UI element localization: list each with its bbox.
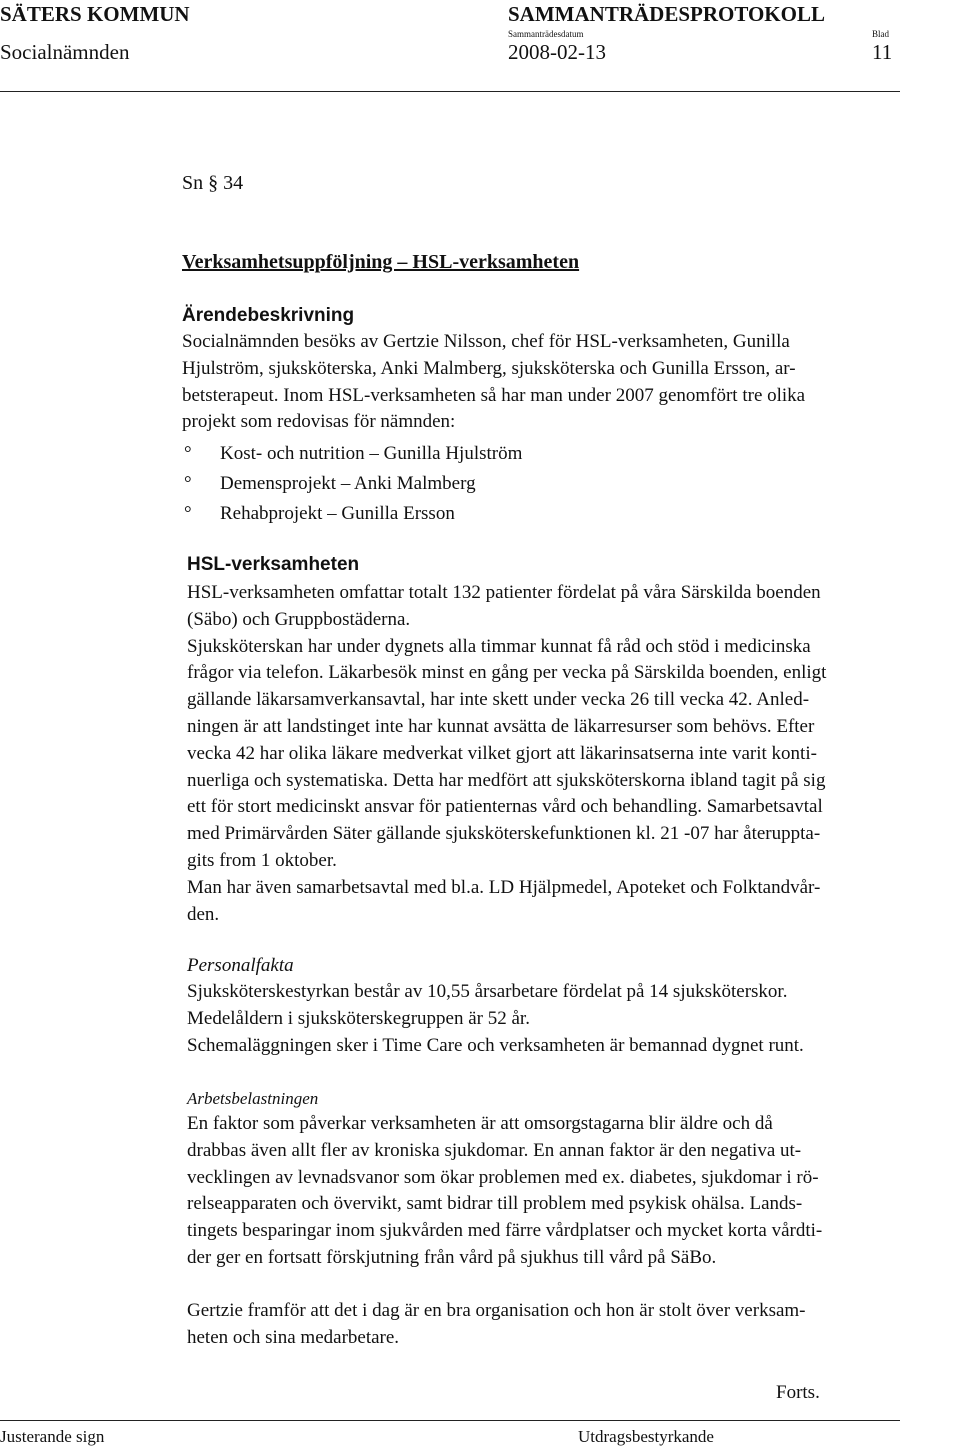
hsl-heading: HSL-verksamheten (187, 554, 360, 575)
closing-paragraph (187, 1298, 957, 1352)
text-line: tingets besparingar inom sjukvården med färre vårdplatser och mycket korta vårdti- (187, 1220, 823, 1242)
date-label: Sammanträdesdatum (508, 29, 584, 39)
hsl-paragraph (187, 580, 957, 928)
arende-paragraph (182, 329, 952, 436)
meeting-date: 2008-02-13 (508, 40, 606, 64)
list-item-text: Rehabprojekt – Gunilla Ersson (220, 503, 455, 524)
text-line: relseapparaten och övervikt, samt bidrar till problem med psykisk ohälsa. Lands- (187, 1193, 803, 1215)
text-line: Medelåldern i sjuksköterskegruppen är 52 år. (187, 1007, 530, 1029)
section-title: Verksamhetsuppföljning – HSL-verksamheten (182, 251, 580, 273)
text-line: Socialnämnden besöks av Gertzie Nilsson, chef för HSL-verksamheten, Gunilla (182, 331, 790, 352)
text-line: Sjuksköterskan har under dygnets alla timmar kunnat få råd och stöd i medicinska (187, 635, 811, 657)
text-line: Gertzie framför att det i dag är en bra organisation och hon är stolt över verksam- (187, 1300, 806, 1321)
list-item (184, 439, 954, 469)
arbetsbelastning-heading: Arbetsbelastningen (187, 1089, 319, 1108)
page-number: 11 (872, 40, 893, 64)
committee-name: Socialnämnden (0, 40, 130, 64)
project-list (184, 439, 954, 529)
page-label: Blad (872, 29, 889, 39)
list-item-text: Demensprojekt – Anki Malmberg (220, 473, 476, 494)
text-line: med Primärvården Säter gällande sjuksköterskefunktionen kl. 21 -07 har återupptа- (187, 823, 821, 845)
header-rule (0, 91, 900, 92)
text-line: gällande läkarsamverkansavtal, har inte skett under vecka 26 till vecka 42. Anled- (187, 689, 810, 711)
text-line: betsterapeut. Inom HSL-verksamheten så har man under 2007 genomfört tre olika (182, 384, 806, 406)
text-line: Schemaläggningen sker i Time Care och verksamheten är bemannad dygnet runt. (187, 1034, 804, 1056)
text-line: heten och sina medarbetare. (187, 1326, 400, 1348)
text-line: Man har även samarbetsavtal med bl.a. LD Hjälpmedel, Apoteket och Folktandvår- (187, 876, 821, 898)
text-line: frågor via telefon. Läkarbesök minst en gång per vecka på Särskilda boenden, enligt (187, 662, 827, 684)
text-line: HSL-verksamheten omfattar totalt 132 patienter fördelat på våra Särskilda boenden (187, 582, 821, 603)
footer-extract-label: Utdragsbestyrkande (578, 1427, 714, 1446)
bullet-icon: ° (184, 443, 192, 464)
text-line: ett för stort medicinskt ansvar för patienternas vård och behandling. Samarbetsavtal (187, 796, 823, 818)
arende-heading: Ärendebeskrivning (182, 305, 355, 326)
list-item (184, 499, 954, 529)
text-line: Sjuksköterskestyrkan består av 10,55 årsarbetare fördelat på 14 sjuksköterskor. (187, 981, 788, 1002)
text-line: projekt som redovisas för nämnden: (182, 411, 456, 433)
list-item-text: Kost- och nutrition – Gunilla Hjulström (220, 443, 523, 464)
text-line: drabbas även allt fler av kroniska sjukdomar. En annan faktor är den negativa ut- (187, 1139, 802, 1161)
text-line: gits from 1 oktober. (187, 849, 337, 871)
text-line: En faktor som påverkar verksamheten är att omsorgstagarna blir äldre och då (187, 1113, 773, 1134)
personalfakta-paragraph (187, 979, 957, 1059)
footer-rule (0, 1420, 900, 1421)
personalfakta-heading: Personalfakta (187, 955, 294, 976)
text-line: Hjulström, sjuksköterska, Anki Malmberg, sjuksköterska och Gunilla Ersson, ar- (182, 357, 796, 379)
text-line: nuerliga och systematiska. Detta har medfört att sjuksköterskorna ibland tagit på sig (187, 769, 826, 791)
text-line: vecka 42 har olika läkare medverkat vilket gjort att läkarinsatserna inte varit konti- (187, 742, 817, 764)
bullet-icon: ° (184, 473, 192, 494)
document-type: SAMMANTRÄDESPROTOKOLL (508, 2, 825, 26)
text-line: ningen är att landstinget inte har kunnat avsätta de läkarresurser som behövs. Efter (187, 715, 815, 737)
arbetsbelastning-paragraph (187, 1111, 957, 1272)
bullet-icon: ° (184, 503, 192, 524)
paragraph-number: Sn § 34 (182, 172, 244, 194)
text-line: (Säbo) och Gruppbostäderna. (187, 608, 411, 630)
list-item (184, 469, 954, 499)
continued-note: Forts. (776, 1382, 820, 1403)
org-name: SÄTERS KOMMUN (0, 2, 190, 26)
text-line: der ger en fortsatt förskjutning från vård på sjukhus till vård på SäBo. (187, 1246, 717, 1268)
footer-sign-label: Justerande sign (0, 1427, 105, 1446)
text-line: den. (187, 903, 220, 925)
text-line: vecklingen av levnadsvanor som ökar problemen med ex. diabetes, sjukdomar i rö- (187, 1166, 819, 1188)
